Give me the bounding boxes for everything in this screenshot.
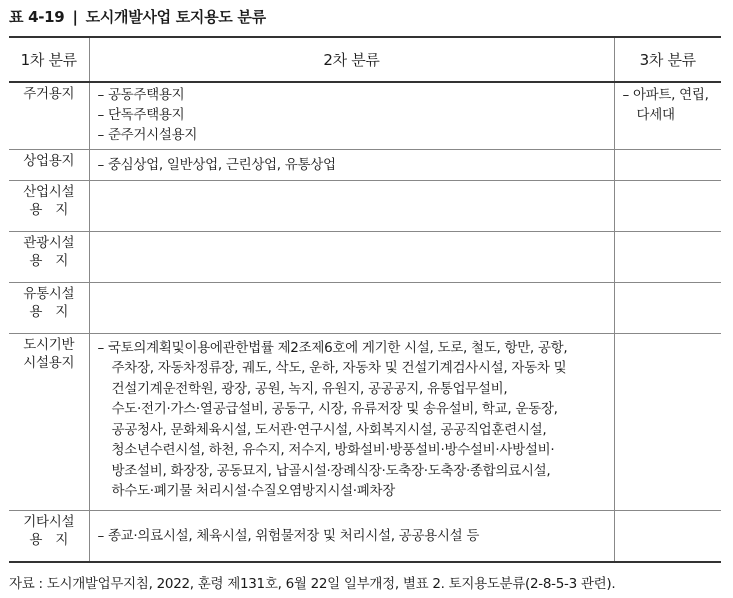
primary-label: 관광시설	[23, 234, 75, 251]
list-item: – 공동주택용지	[97, 87, 185, 103]
list-item: – 준주거시설용지	[97, 127, 198, 143]
header-row	[9, 37, 721, 82]
list-item-continuation: 건설기계운전학원, 광장, 공원, 녹지, 유원지, 공공공지, 유통업무설비,	[111, 380, 508, 397]
list-item-continuation: 수도·전기·가스·열공급설비, 공동구, 시장, 유류저장 및 송유설비, 학교, 운동장,	[111, 401, 558, 417]
secondary-cell	[89, 510, 614, 562]
tertiary-cell	[614, 82, 721, 149]
secondary-cell	[89, 149, 614, 180]
list-item-continuation: 공공청사, 문화체육시설, 도서관·연구시설, 사회복지시설, 공공직업훈련시설,	[111, 421, 547, 438]
primary-label: 주거용지	[23, 86, 75, 102]
table-caption: 도시개발사업 토지용도 분류	[85, 8, 266, 26]
primary-label: 시설용지	[23, 354, 75, 371]
land-use-classification-table	[9, 36, 721, 563]
tertiary-cell	[614, 282, 721, 333]
primary-cell	[9, 82, 89, 149]
list-item: – 종교·의료시설, 체육시설, 위험물저장 및 처리시설, 공공용시설 등	[97, 527, 480, 544]
list-item: – 단독주택용지	[97, 107, 185, 123]
table-row	[9, 82, 721, 149]
primary-label: 기타시설	[23, 513, 75, 530]
list-item-continuation: 다세대	[636, 107, 675, 123]
secondary-cell	[89, 82, 614, 149]
primary-cell	[9, 333, 89, 510]
secondary-cell	[89, 180, 614, 231]
table-row	[9, 231, 721, 282]
primary-label: 용 지	[29, 201, 69, 218]
header-tertiary: 3차 분류	[614, 37, 721, 82]
primary-cell	[9, 282, 89, 333]
list-item-continuation: 청소년수련시설, 하천, 유수지, 저수지, 방화설비·방풍설비·방수설비·사방설비·	[111, 442, 555, 458]
primary-cell	[9, 149, 89, 180]
header-primary: 1차 분류	[9, 37, 89, 82]
title-separator: |	[72, 8, 78, 26]
tertiary-cell	[614, 149, 721, 180]
list-item-continuation: 주차장, 자동차정류장, 궤도, 삭도, 운하, 자동차 및 건설기계검사시설, 자동차 및	[111, 360, 567, 376]
source-note: 자료 : 도시개발업무지침, 2022, 훈령 제131호, 6월 22일 일부개정, 별표 2. 토지용도분류(2-8-5-3 관련).	[9, 576, 616, 592]
tertiary-cell	[614, 510, 721, 562]
list-item-continuation: 하수도·폐기물 처리시설·수질오염방지시설·폐차장	[111, 483, 396, 499]
primary-cell	[9, 510, 89, 562]
tertiary-cell	[614, 333, 721, 510]
primary-cell	[9, 180, 89, 231]
secondary-cell	[89, 333, 614, 510]
primary-label: 용 지	[29, 252, 69, 269]
primary-label: 산업시설	[23, 183, 75, 200]
table-row	[9, 333, 721, 510]
primary-label: 용 지	[29, 531, 69, 548]
table-number: 표 4-19	[9, 8, 65, 26]
tertiary-cell	[614, 231, 721, 282]
list-item: – 아파트, 연립,	[622, 87, 709, 103]
table-row	[9, 282, 721, 333]
secondary-cell	[89, 282, 614, 333]
table-row	[9, 149, 721, 180]
secondary-cell	[89, 231, 614, 282]
primary-label: 도시기반	[23, 336, 75, 353]
table-row	[9, 180, 721, 231]
primary-label: 유통시설	[23, 285, 75, 302]
table-title	[9, 6, 266, 27]
table-row	[9, 510, 721, 562]
primary-cell	[9, 231, 89, 282]
list-item: – 국토의계획및이용에관한법률 제2조제6호에 게기한 시설, 도로, 철도, 항만, 공항,	[97, 339, 568, 356]
primary-label: 용 지	[29, 303, 69, 320]
tertiary-cell	[614, 180, 721, 231]
list-item-continuation: 방조설비, 화장장, 공동묘지, 납골시설·장례식장·도축장·도축장·종합의료시설,	[111, 462, 551, 479]
header-secondary: 2차 분류	[89, 37, 614, 82]
list-item: – 중심상업, 일반상업, 근린상업, 유통상업	[97, 156, 336, 173]
primary-label: 상업용지	[23, 152, 75, 169]
